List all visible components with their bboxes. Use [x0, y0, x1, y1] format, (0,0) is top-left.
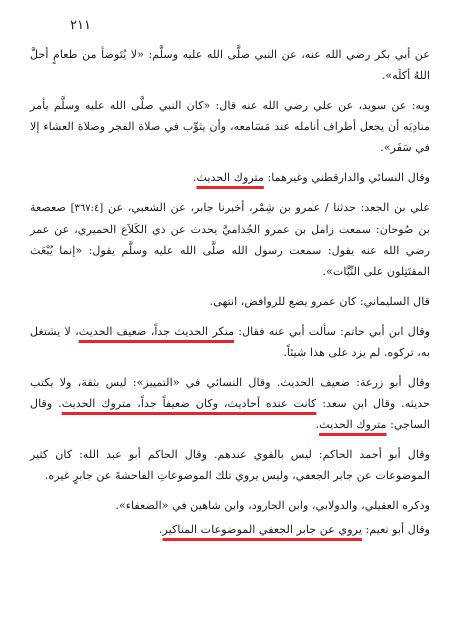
paragraph-4 — [30, 197, 430, 282]
highlighted-phrase: كانت عنده أحاديث، وكان ضعيفاً جداً، متروك الحديث — [61, 397, 317, 410]
paragraph-9 — [30, 495, 430, 516]
highlighted-phrase: متروك الحديث — [196, 171, 264, 184]
paragraph-10 — [30, 519, 430, 540]
body-text — [30, 44, 430, 549]
paragraph-text: وقال النسائي والدارقطني وغيرهما: — [263, 171, 430, 184]
paragraph-6 — [30, 321, 430, 363]
paragraph-text: علي بن الجعد: حدثنا / عمرو بن شِمْر، أخبرنا جابر، عن الشعبي، عن — [107, 201, 430, 214]
paragraph-text: وقال أبو زرعة: ضعيف الحديث. وقال النسائي في «التمييز»: ليس بثقة، ولا يكتب حديثه. وقال ابن سعد: — [30, 376, 430, 410]
paragraph-2 — [30, 95, 430, 158]
highlighted-phrase: منكر الحديث جداً، ضعيف الحديث — [78, 325, 235, 338]
page-number: ٢١١ — [70, 18, 91, 33]
paragraph-text: . — [192, 171, 197, 184]
paragraph-text: وقال أبو نعيم: — [361, 523, 430, 536]
paragraph-8 — [30, 444, 430, 486]
paragraph-text: وذكره العقيلي، والدولابي، وابن الجارود، وابن شاهين في «الضعفاء». — [115, 499, 430, 512]
volume-page-reference: [٣٦٧:٤] — [70, 203, 104, 214]
paragraph-text: وقال ابن أبي حاتم: سألت أبي عنه فقال: — [234, 325, 430, 338]
paragraph-5 — [30, 291, 430, 312]
paragraph-text: . وقال الساجي: — [30, 397, 430, 431]
paragraph-text: . — [158, 523, 163, 536]
paragraph-text: . — [315, 418, 320, 431]
highlighted-phrase: يروي عن جابر الجعفي الموضوعات المناكير — [162, 523, 362, 536]
paragraph-text: وبه: عن سويد، عن علي رضي الله عنه قال: «كان النبي صلَّى الله عليه وسلَّم يأمر منادِيَه أن يجعل أطراف أنامله عند مَسَامعه، وأن يثوِّب في صلاة الفجر وصلاة العشاء إلا في سَفَر». — [30, 99, 430, 154]
paragraph-7 — [30, 372, 430, 435]
paragraph-text: وقال أبو أحمد الحاكم: ليس بالقوي عندهم. وقال الحاكم أبو عبد الله: كان كثير الموضوعات عن جابر الجعفي، وليس يروي تلك الموضوعاتِ الفاحشةَ عن جابرٍ غيره. — [30, 448, 430, 482]
paragraph-3 — [30, 167, 430, 188]
highlighted-phrase: متروك الحديث — [319, 418, 387, 431]
paragraph-1 — [30, 44, 430, 86]
paragraph-text: صعصعة بن صُوحان: سمعت زامل بن عمرو الجُذاميَّ يحدث عن ذي الكَلاَع الحميري، عن عمر رضي الله عنه يقول: سمعت رسول الله صلَّى الله عليه وسلَّم يقول: «إنما يُبْعَث المقتَتِلون على النِّيَّات». — [30, 201, 430, 278]
paragraph-text: ، لا يشتغل به، تركوه. لم يزد على هذا شيئاً. — [30, 325, 430, 359]
paragraph-text: عن أبي بكر رضي الله عنه، عن النبي صلَّى الله عليه وسلَّم: «لا يُتَوضأ من طعامٍ أحلَّ اللهُ أكلَه». — [30, 48, 430, 82]
paragraph-text: قال السليماني: كان عمرو يضع للروافض، انتهى. — [209, 295, 430, 308]
